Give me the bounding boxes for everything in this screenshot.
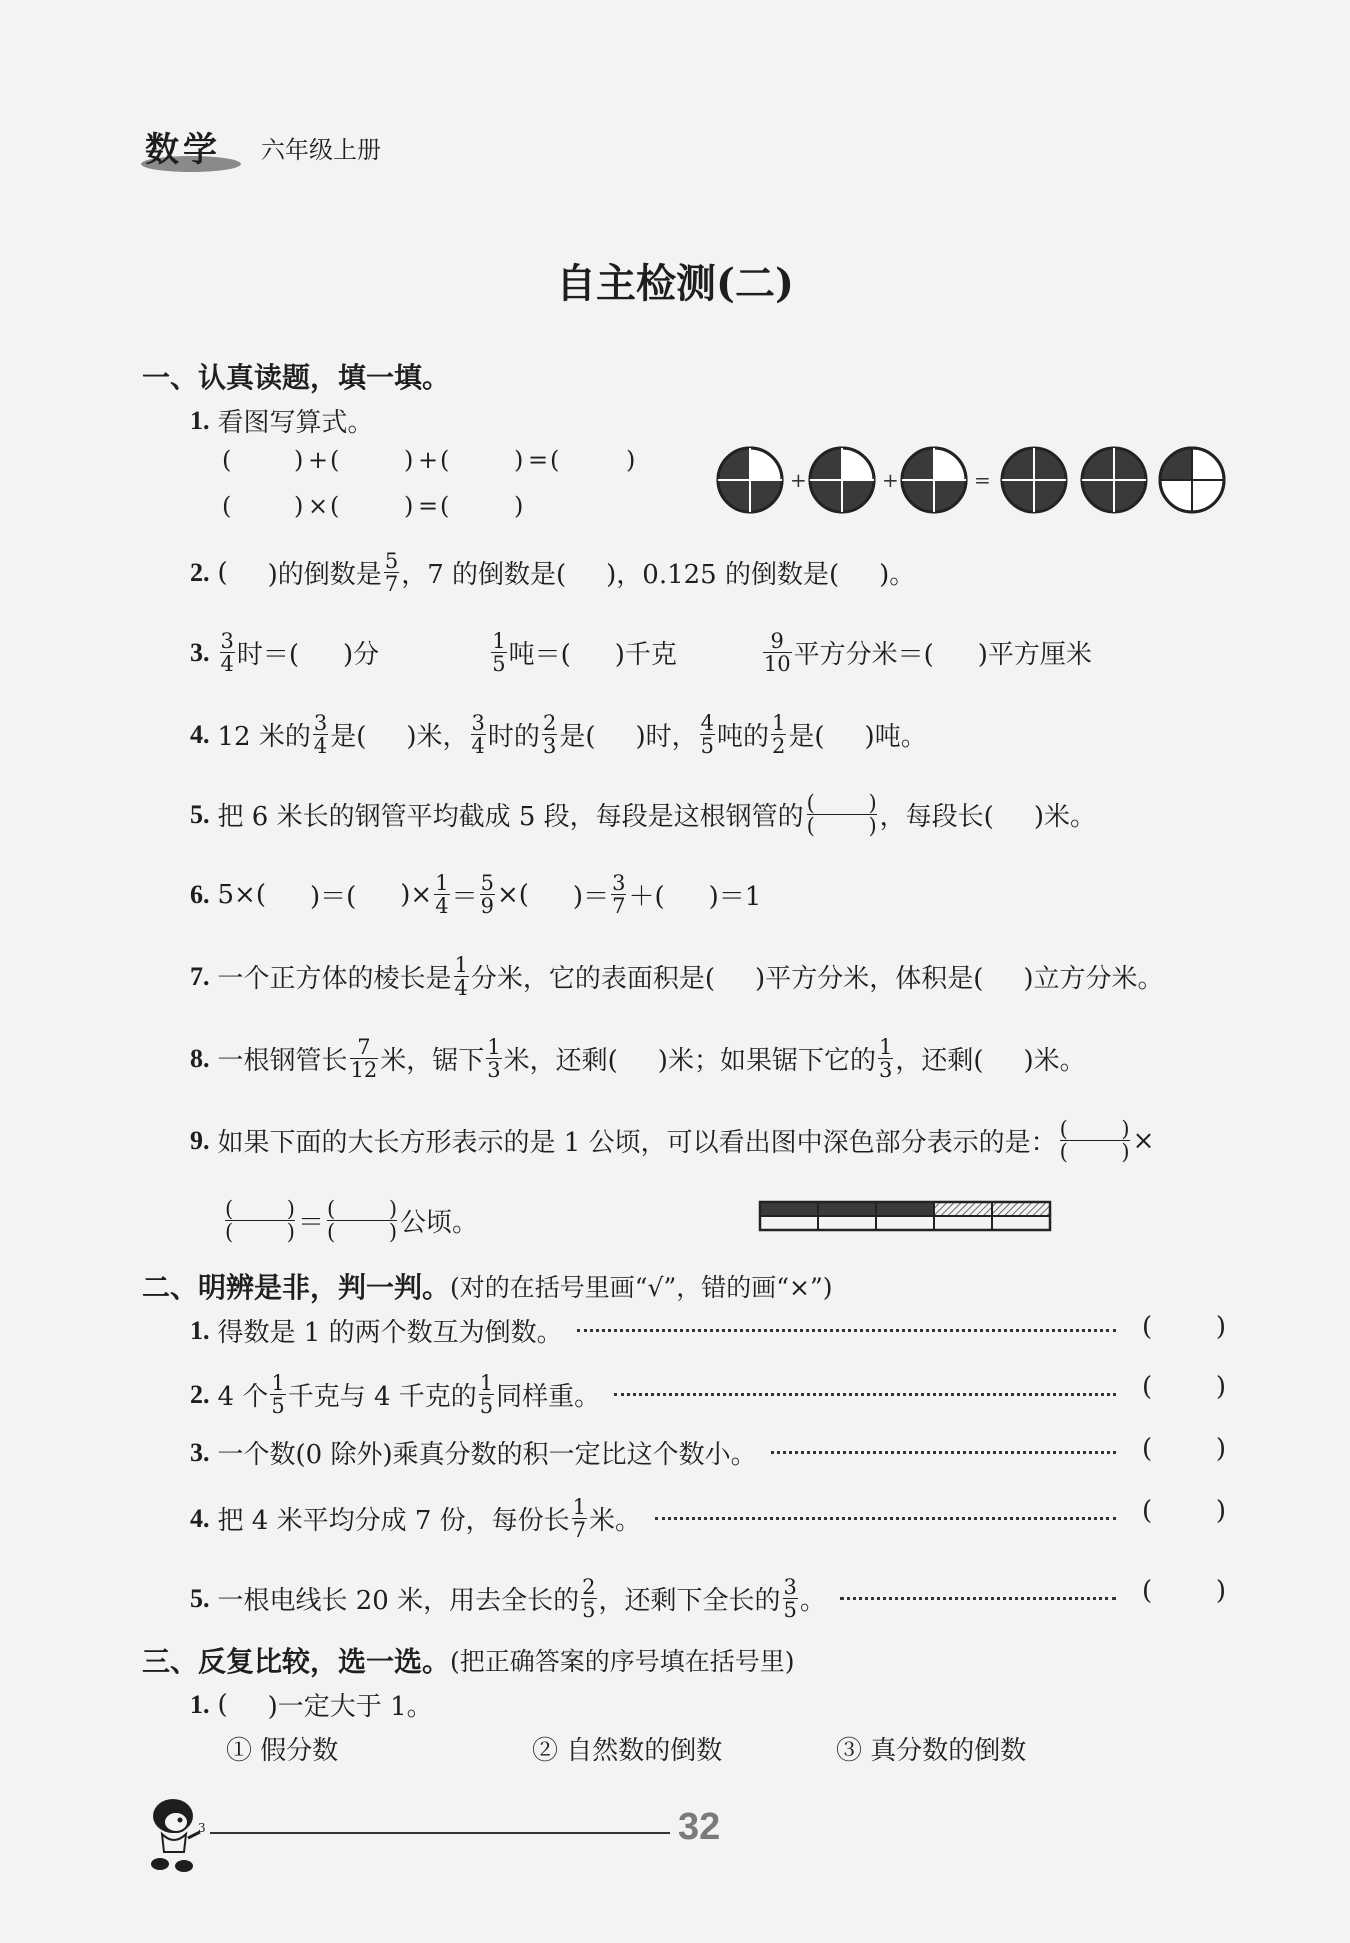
footer-line [210,1832,670,1834]
q9-row-2: ( ) ( ) ＝ ( ) ( ) 公顷。 [225,1197,479,1245]
circle-full-2 [1082,448,1146,512]
page-title: 自主检测(二) [556,260,794,307]
answer-parens[interactable]: ( ) [1142,1576,1226,1606]
fraction: $\frac{1}{7}$ [572,1495,587,1543]
fraction: $\frac{3}{5}$ [783,1575,797,1623]
fraction: $\frac{1}{5}$ [271,1371,285,1419]
fraction: $\frac{1}{4}$ [435,871,449,919]
q4-row: 4. 12 米的 $\frac{3}{4}$ 是( )米， $\frac{3}{4}$ 时的 $\frac{2}{3}$ 是( )时， $\frac{4}{5}$ 吨的 $\frac{1}{2}$ 是( )吨。 [190,711,927,759]
fraction: $\frac{1}{3}$ [487,1035,501,1083]
circle-three-quarters-1 [718,448,782,512]
q7-row: 7. 一个正方体的棱长是 $\frac{1}{4}$ 分米，它的表面积是( )平方分米，体积是( )立方分米。 [190,953,1164,1001]
choice-q1: 1. ( )一定大于 1。 [190,1689,433,1722]
answer-parens[interactable]: ( ) [1142,1434,1226,1464]
circle-one-quarter [1160,448,1224,512]
grade-label: 六年级上册 [261,137,381,164]
fraction: $\frac{9}{10}$ [763,629,791,677]
q2-row: 2. ( )的倒数是 $\frac{5}{7}$ ，7 的倒数是( )，0.125 的倒数是( )。 [190,549,916,597]
section-1-heading: 一、认真读题，填一填。 [142,361,451,394]
mascot-icon [140,1794,210,1874]
fraction: $\frac{5}{7}$ [384,549,399,597]
q8-row: 8. 一根钢管长 $\frac{7}{12}$ 米，锯下 $\frac{1}{3}$ 米，还剩( )米；如果锯下它的 $\frac{1}{3}$ ，还剩( )米。 [190,1035,1086,1083]
fraction: $\frac{1}{2}$ [772,711,786,759]
fraction: $\frac{1}{4}$ [454,953,468,1001]
blank-fraction: ( ) ( ) [1059,1117,1130,1165]
fraction: $\frac{3}{4}$ [313,711,328,759]
plus-sign: + [882,468,899,492]
blank-fraction: ( ) ( ) [225,1197,295,1245]
fraction: $\frac{2}{5}$ [582,1575,596,1623]
blank-fraction: ( ) ( ) [806,791,877,839]
choice-option-3[interactable]: ③ 真分数的倒数 [836,1736,1027,1766]
q1-row: 1. 看图写算式。 [190,405,374,438]
q9-row: 9. 如果下面的大长方形表示的是 1 公顷，可以看出图中深色部分表示的是： ( ) ( ) × [190,1117,1155,1165]
judge-item-1: 1. 得数是 1 的两个数互为倒数。 [190,1312,1130,1349]
fraction: $\frac{1}{5}$ [479,1371,494,1419]
fraction: $\frac{2}{3}$ [542,711,557,759]
circle-three-quarters-2 [810,448,874,512]
choice-option-1[interactable]: ① 假分数 [226,1736,339,1766]
q9-rectangle-diagram [758,1200,1054,1234]
section-3-heading: 三、反复比较，选一选。 (把正确答案的序号填在括号里) [142,1645,795,1678]
page-number: 32 [678,1806,721,1848]
fraction: $\frac{5}{9}$ [480,871,494,919]
fraction: $\frac{1}{5}$ [492,629,506,677]
plus-sign: + [790,468,807,492]
judge-item-3: 3. 一个数(0 除外)乘真分数的积一定比这个数小。 [190,1434,1130,1471]
circle-full-1 [1002,448,1066,512]
fraction: $\frac{7}{12}$ [350,1035,378,1083]
judge-item-5: 5. 一根电线长 20 米，用去全长的 $\frac{2}{5}$ ，还剩下全长的 $\frac{3}{5}$ 。 [190,1576,1130,1621]
q3-row: 3. $\frac{3}{4}$ 时＝( )分 $\frac{1}{5}$ 吨＝( )千克 $\frac{9}{10}$ 平方分米＝( )平方厘米 [190,629,1092,677]
q5-row: 5. 把 6 米长的钢管平均截成 5 段，每段是这根钢管的 ( ) ( ) ，每段长( )米。 [190,791,1096,839]
fraction: $\frac{3}{4}$ [220,629,234,677]
answer-parens[interactable]: ( ) [1142,1372,1226,1402]
fraction: $\frac{3}{4}$ [471,711,485,759]
section-2-heading: 二、明辨是非，判一判。 (对的在括号里画“√”，错的画“×”) [142,1271,833,1304]
fraction: $\frac{1}{3}$ [878,1035,893,1083]
judge-item-2: 2. 4 个 $\frac{1}{5}$ 千克与 4 千克的 $\frac{1}{5}$ 同样重。 [190,1372,1130,1417]
subject-label: 数学 [145,130,221,170]
svg-text:3: 3 [198,1821,206,1835]
q1-circle-diagram [710,440,1230,520]
fraction: $\frac{4}{5}$ [700,711,714,759]
blank-fraction: ( ) ( ) [327,1197,398,1245]
answer-parens[interactable]: ( ) [1142,1312,1226,1342]
equals-sign: = [974,468,991,492]
answer-parens[interactable]: ( ) [1142,1496,1226,1526]
choice-option-2[interactable]: ② 自然数的倒数 [532,1736,723,1766]
fraction: $\frac{3}{7}$ [612,871,626,919]
judge-item-4: 4. 把 4 米平均分成 7 份，每份长 $\frac{1}{7}$ 米。 [190,1496,1130,1541]
q6-row: 6. 5×( )＝( )× $\frac{1}{4}$ ＝ $\frac{5}{9}$ ×( )＝ $\frac{3}{7}$ ＋( )＝1 [190,871,762,919]
circle-three-quarters-3 [902,448,966,512]
